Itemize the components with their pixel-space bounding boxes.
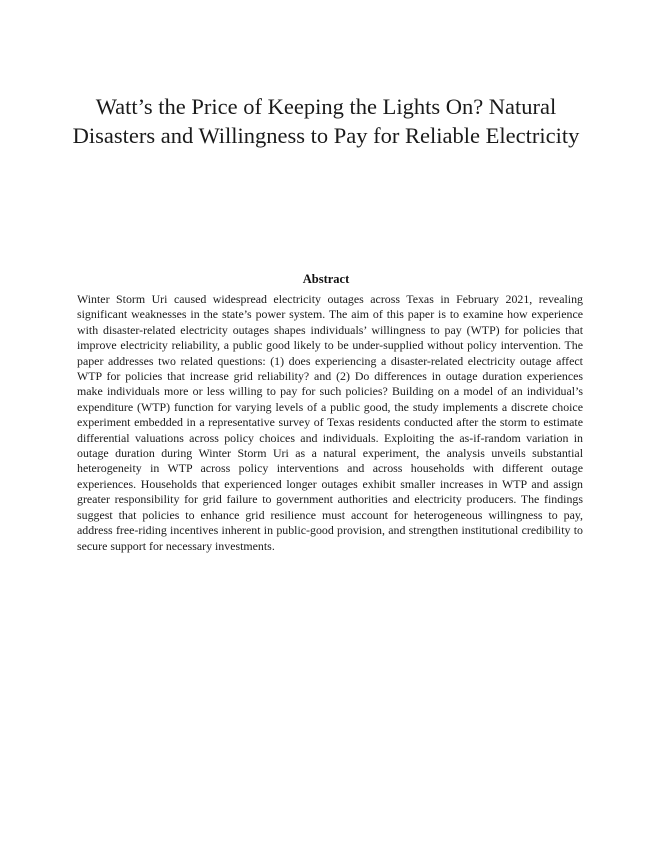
paper-title bbox=[40, 92, 612, 150]
abstract-body: Winter Storm Uri caused widespread electricity outages across Texas in February 2021, revealing significant weaknesses in the state’s power system. The aim of this paper is to examine how experience with disaster-related electricity outages shapes individuals’ willingness to pay (WTP) for policies that improve electricity reliability, a public good likely to be under-supplied without policy intervention. The paper addresses two related questions: (1) does experiencing a disaster-related electricity outage affect WTP for policies that increase grid reliability? and (2) Do differences in outage duration experiences make individuals more or less willing to pay for such policies? Building on a model of an individual’s expenditure (WTP) function for varying levels of a public good, the study implements a discrete choice experiment embedded in a representative survey of Texas residents conducted after the storm to estimate differential valuations across policy choices and individuals. Exploiting the as-if-random variation in outage duration during Winter Storm Uri as a natural experiment, the analysis unveils substantial heterogeneity in WTP across policy interventions and across households with different outage experiences. Households that experienced longer outages exhibit smaller increases in WTP and assign greater responsibility for grid failure to government authorities and electricity producers. The findings suggest that policies to enhance grid resilience must account for heterogeneous willingness to pay, address free-riding incentives inherent in public-good provision, and strengthen institutional credibility to secure support for necessary investments. bbox=[77, 292, 583, 553]
abstract-heading: Abstract bbox=[302, 272, 350, 286]
paper-title-line-1: Watt’s the Price of Keeping the Lights On? Natural bbox=[95, 94, 557, 119]
paper-title-line-2: Disasters and Willingness to Pay for Reliable Electricity bbox=[72, 123, 580, 148]
